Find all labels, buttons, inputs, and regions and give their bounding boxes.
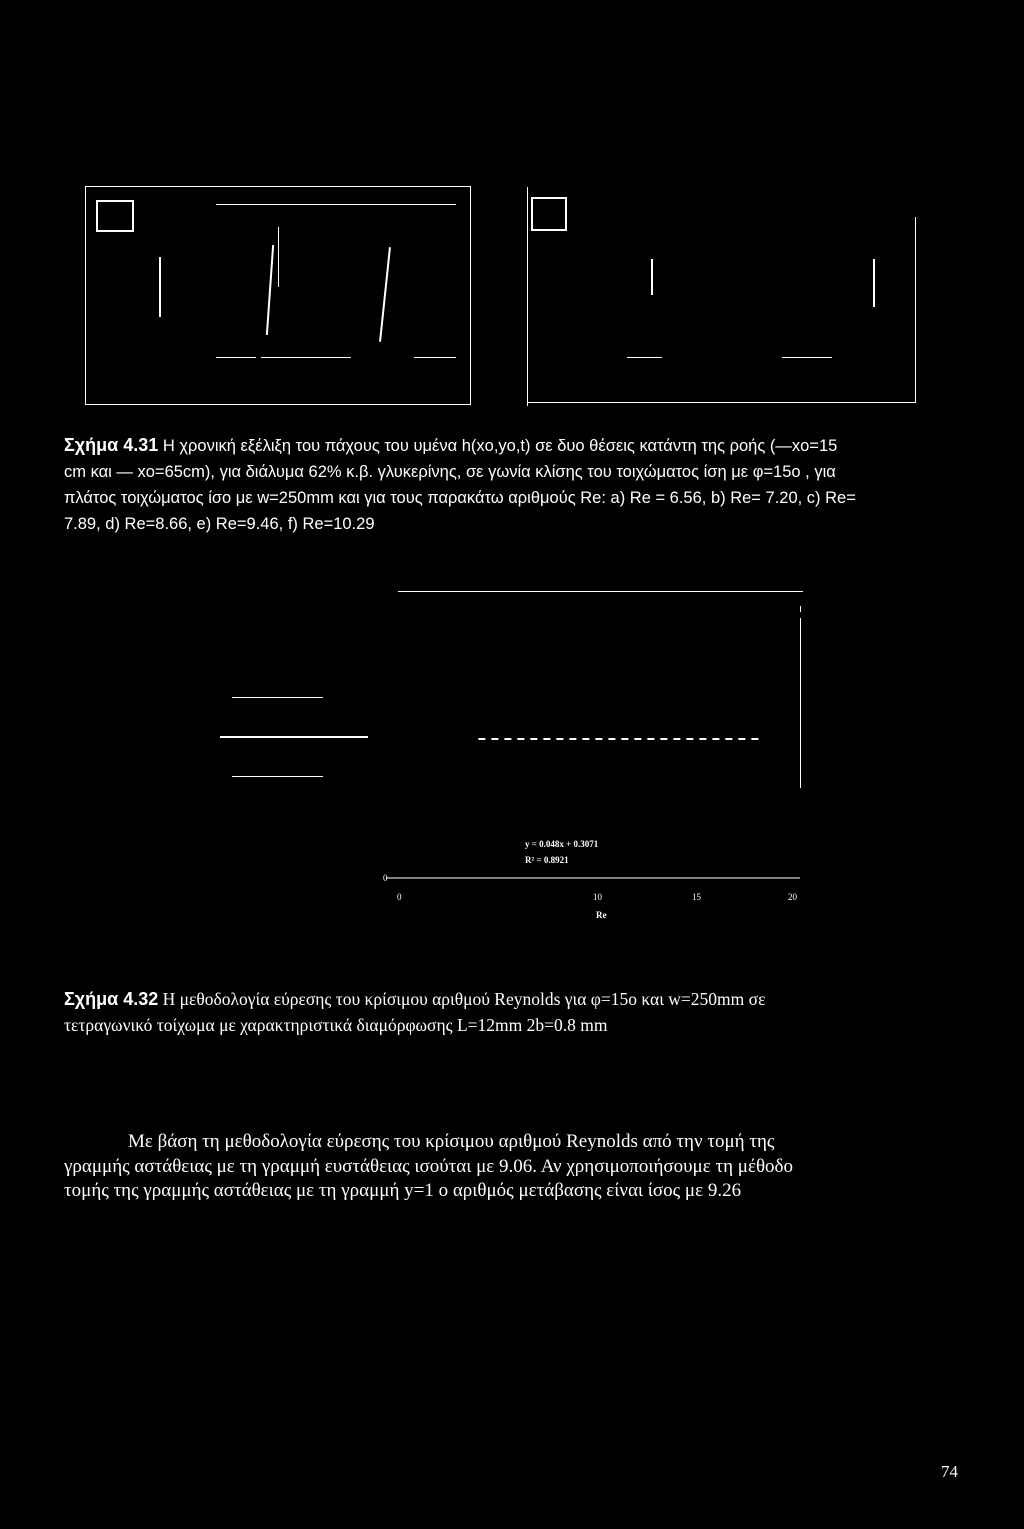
- panel-left-base-3: [414, 357, 456, 358]
- panel-left-trace-1: [159, 257, 161, 317]
- panel-left-trace-3: [379, 247, 391, 342]
- figure-432-caption-line-1: Η μεθοδολογία εύρεσης του κρίσιμου αριθμού Reynolds για φ=15ο και w=250mm σε: [158, 989, 766, 1009]
- page-number: 74: [941, 1462, 958, 1481]
- body-paragraph-line-2: γραμμής αστάθειας με τη γραμμή ευστάθειας ισούται με 9.06. Αν χρησιμοποιήσουμε τη μέθοδο: [64, 1155, 794, 1177]
- panel-left-marker-square: [96, 200, 134, 232]
- chart-x-tick-15: 15: [692, 892, 701, 902]
- panel-right-trace-1: [651, 259, 653, 295]
- body-paragraph-line-1: Με βάση τη μεθοδολογία εύρεσης του κρίσιμου αριθμού Reynolds από την τομή της: [128, 1131, 775, 1152]
- figure-431-panel-right: [516, 186, 917, 405]
- panel-right-left-edge: [527, 187, 528, 406]
- chart-x-tick-10: 10: [593, 892, 602, 902]
- chart-x-tick-20: 20: [788, 892, 797, 902]
- figure-431-caption: [64, 432, 964, 537]
- chart-x-axis-label: Re: [596, 910, 607, 920]
- figure-432-label: Σχήμα 4.32: [64, 989, 159, 1009]
- panel-right-bottom-edge: [527, 402, 916, 403]
- panel-right-right-edge: [915, 217, 916, 402]
- chart-r-squared-label: R² = 0.8921: [525, 855, 569, 865]
- panel-left-trace-2: [266, 245, 274, 335]
- figure-432-caption-line-2: τετραγωνικό τοίχωμα με χαρακτηριστικά διαμόρφωσης L=12mm 2b=0.8 mm: [64, 1015, 608, 1035]
- panel-left-base-1: [216, 357, 256, 358]
- panel-right-marker-square: [531, 197, 567, 231]
- chart-equation-label: y = 0.048x + 0.3071: [525, 839, 599, 849]
- panel-right-base-1: [627, 357, 662, 358]
- figure-431-caption-line-2: cm και — xo=65cm), για διάλυμα 62% κ.β. γλυκερίνης, σε γωνία κλίσης του τοιχώματος ίση με φ=15o , για: [64, 463, 836, 481]
- chart-y-tick-0: 0: [383, 873, 388, 883]
- body-paragraph: [64, 1130, 964, 1204]
- panel-left-base-2: [261, 357, 351, 358]
- figure-431-label: Σχήμα 4.31: [64, 435, 159, 455]
- figure-431-panel-left: [85, 186, 471, 405]
- panel-left-top-line: [216, 204, 456, 205]
- body-paragraph-line-3: τομής της γραμμής αστάθειας με τη γραμμή y=1 ο αριθμός μετάβασης είναι ίσος με 9.26: [64, 1180, 742, 1201]
- figure-432-caption: [64, 986, 964, 1038]
- figure-432-chart: [220, 580, 820, 920]
- figure-431-caption-line-3: πλάτος τοιχώματος ίσο με w=250mm και για τους παρακάτω αριθμούς Re: a) Re = 6.56, b) Re= 7.20, c) Re=: [64, 489, 856, 507]
- panel-right-base-2: [782, 357, 832, 358]
- chart-x-tick-0: 0: [397, 892, 402, 902]
- figure-431-caption-line-1: Η χρονική εξέλιξη του πάχους του υμένα h(xo,yo,t) σε δυο θέσεις κατάντη της ροής (—xo=15: [158, 437, 838, 455]
- panel-right-trace-2: [873, 259, 875, 307]
- figure-431-caption-line-4: 7.89, d) Re=8.66, e) Re=9.46, f) Re=10.29: [64, 515, 375, 533]
- panel-left-trace-2b: [278, 227, 279, 287]
- chart-plot-svg: [220, 580, 820, 920]
